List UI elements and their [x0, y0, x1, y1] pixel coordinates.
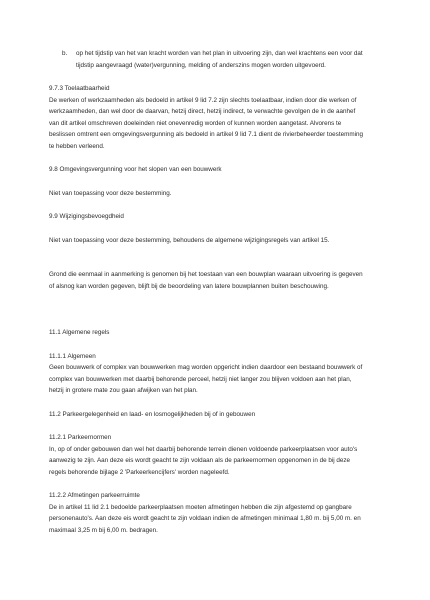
section-heading-9-8: 9.8 Omgevingsvergunning voor het slopen van een bouwwerk [49, 166, 222, 173]
section-body-11-2-1: In, op of onder gebouwen dan wel het daarbij behorende terrein dienen voldoende parkeerplaatsen voor auto's aanwezig te zijn. Aan deze eis wordt geacht te zijn voldaan als de parkeernormen opgenomen in de bij deze regels behorende bijlage 2 'Parkeerkencijfers' worden nageleefd. [49, 445, 358, 476]
section-heading-9-9: 9.9 Wijzigingsbevoegdheid [49, 213, 124, 220]
section-heading-11-2: 11.2 Parkeergelegenheid en laad- en losmogelijkheden bij of in gebouwen [49, 410, 256, 418]
intro-paragraph: Grond die eenmaal in aanmerking is genomen bij het toestaan van een bouwplan waaraan uitvoering is gegeven of alsnog kan worden gegeven, blijft bij de beoordeling van latere bouwplannen buiten beschouwing. [49, 271, 363, 290]
section-body-9-7-3: De werken of werkzaamheden als bedoeld in artikel 9 lid 7.2 zijn slechts toelaatbaar, indien door die werken of werkzaamheden, dan wel door de daarvan, hetzij direct, hetzij indirect, te verwachte gevolgen de in de aanhef van dit artikel omschreven doeleinden niet onevenredig worden of kunnen worden aangetast. Alvorens te beslissen omtrent een omgevingsvergunning als bedoeld in artikel 9 lid 7.1 dient de rivierbeheerder toestemming te hebben verleend. [49, 96, 363, 150]
section-body-11-2-2: De in artikel 11 lid 2.1 bedoelde parkeerplaatsen moeten afmetingen hebben die zijn afgestemd op gangbare personenauto's. Aan deze eis wordt geacht te zijn voldaan indien de afmetingen minimaal 1,80 m. bij 5,00 m. en maximaal 3,25 m bij 6,00 m. bedragen. [49, 503, 361, 534]
section-heading-11-1: 11.1 Algemene regels [49, 329, 110, 336]
list-item-b [62, 48, 374, 71]
list-marker: b. [62, 50, 68, 57]
list-item-text: op het tijdstip van het van kracht worden van het plan in uitvoering zijn, dan wel krachtens een voor dat tijdstip aangevraagd (water)vergunning, melding of anderszins mogen worden uitgevoerd. [76, 50, 363, 69]
section-heading-11-2-2: 11.2.2 Afmetingen parkeerruimte [49, 492, 140, 499]
section-heading-11-2-1: 11.2.1 Parkeernormen [49, 434, 112, 441]
section-body-9-9: Niet van toepassing voor deze bestemming, behoudens de algemene wijzigingsregels van artikel 15. [49, 236, 330, 244]
section-heading-9-7-3: 9.7.3 Toelaatbaarheid [49, 85, 110, 92]
section-body-9-8: Niet van toepassing voor deze bestemming. [49, 189, 172, 197]
section-body-11-1-1: Geen bouwwerk of complex van bouwwerken mag worden opgericht indien daardoor een bestaand bouwwerk of complex van bouwwerken met daarbij behorende perceel, hetzij niet langer zou blijven voldoen aan het plan, hetzij in grotere mate zou gaan afwijken van het plan. [49, 364, 363, 394]
section-heading-11-1-1: 11.1.1 Algemeen [49, 352, 96, 360]
